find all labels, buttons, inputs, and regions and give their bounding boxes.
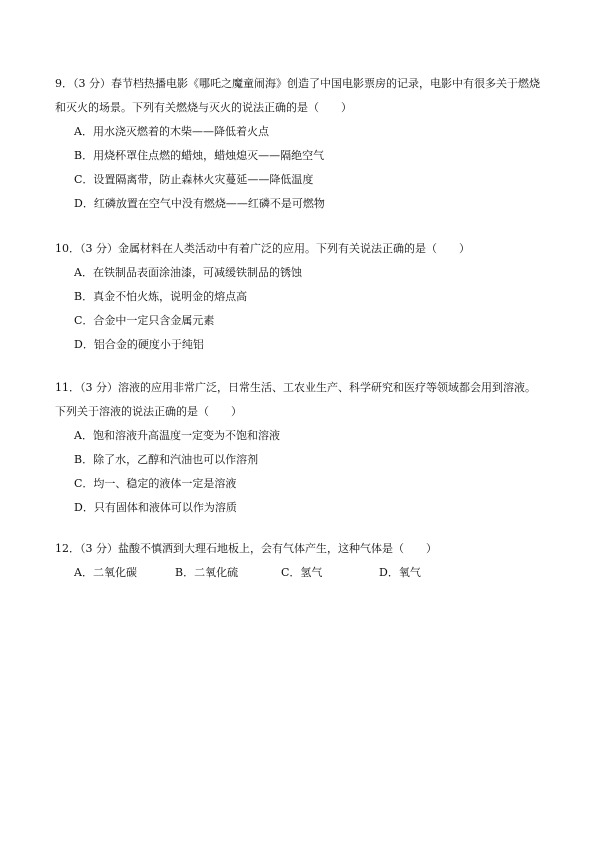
option-a: A．在铁制品表面涂油漆，可减缓铁制品的锈蚀: [74, 266, 302, 279]
option-c: C．合金中一定只含金属元素: [74, 314, 215, 327]
option-c: C．氢气: [281, 566, 323, 579]
option-d: D．只有固体和液体可以作为溶质: [74, 501, 237, 514]
question-stem: 11．（3 分）溶液的应用非常广泛，日常生活、工农业生产、科学研究和医疗等领域都会用到溶液。下列关于溶液的说法正确的是（ ）: [55, 381, 536, 418]
question-9: [55, 72, 545, 216]
question-stem: 10．（3 分）金属材料在人类活动中有着广泛的应用。下列有关说法正确的是（ ）: [55, 242, 470, 255]
question-10: [55, 237, 545, 357]
question-12: [55, 537, 545, 585]
option-d: D．红磷放置在空气中没有燃烧——红磷不是可燃物: [74, 197, 325, 210]
option-c: C．均一、稳定的液体一定是溶液: [74, 477, 237, 490]
option-a: A．饱和溶液升高温度一定变为不饱和溶液: [74, 429, 280, 442]
option-b: B．除了水，乙醇和汽油也可以作溶剂: [74, 453, 259, 466]
option-b: B．用烧杯罩住点燃的蜡烛，蜡烛熄灭——隔绝空气: [74, 149, 325, 162]
question-stem: 12．（3 分）盐酸不慎洒到大理石地板上，会有气体产生，这种气体是（ ）: [55, 542, 437, 555]
option-b: B．二氧化硫: [175, 566, 239, 579]
option-a: A．用水浇灭燃着的木柴——降低着火点: [74, 125, 269, 138]
option-a: A．二氧化碳: [74, 566, 137, 579]
option-d: D．氧气: [379, 566, 421, 579]
option-d: D．铝合金的硬度小于纯铝: [74, 338, 204, 351]
option-b: B．真金不怕火炼，说明金的熔点高: [74, 290, 248, 303]
question-11: [55, 376, 545, 520]
question-stem: 9．（3 分）春节档热播电影《哪吒之魔童闹海》创造了中国电影票房的记录，电影中有很多关于燃烧和灭火的场景。下列有关燃烧与灭火的说法正确的是（ ）: [55, 77, 540, 114]
option-c: C．设置隔离带，防止森林火灾蔓延——降低温度: [74, 173, 314, 186]
options-row: [55, 561, 545, 585]
